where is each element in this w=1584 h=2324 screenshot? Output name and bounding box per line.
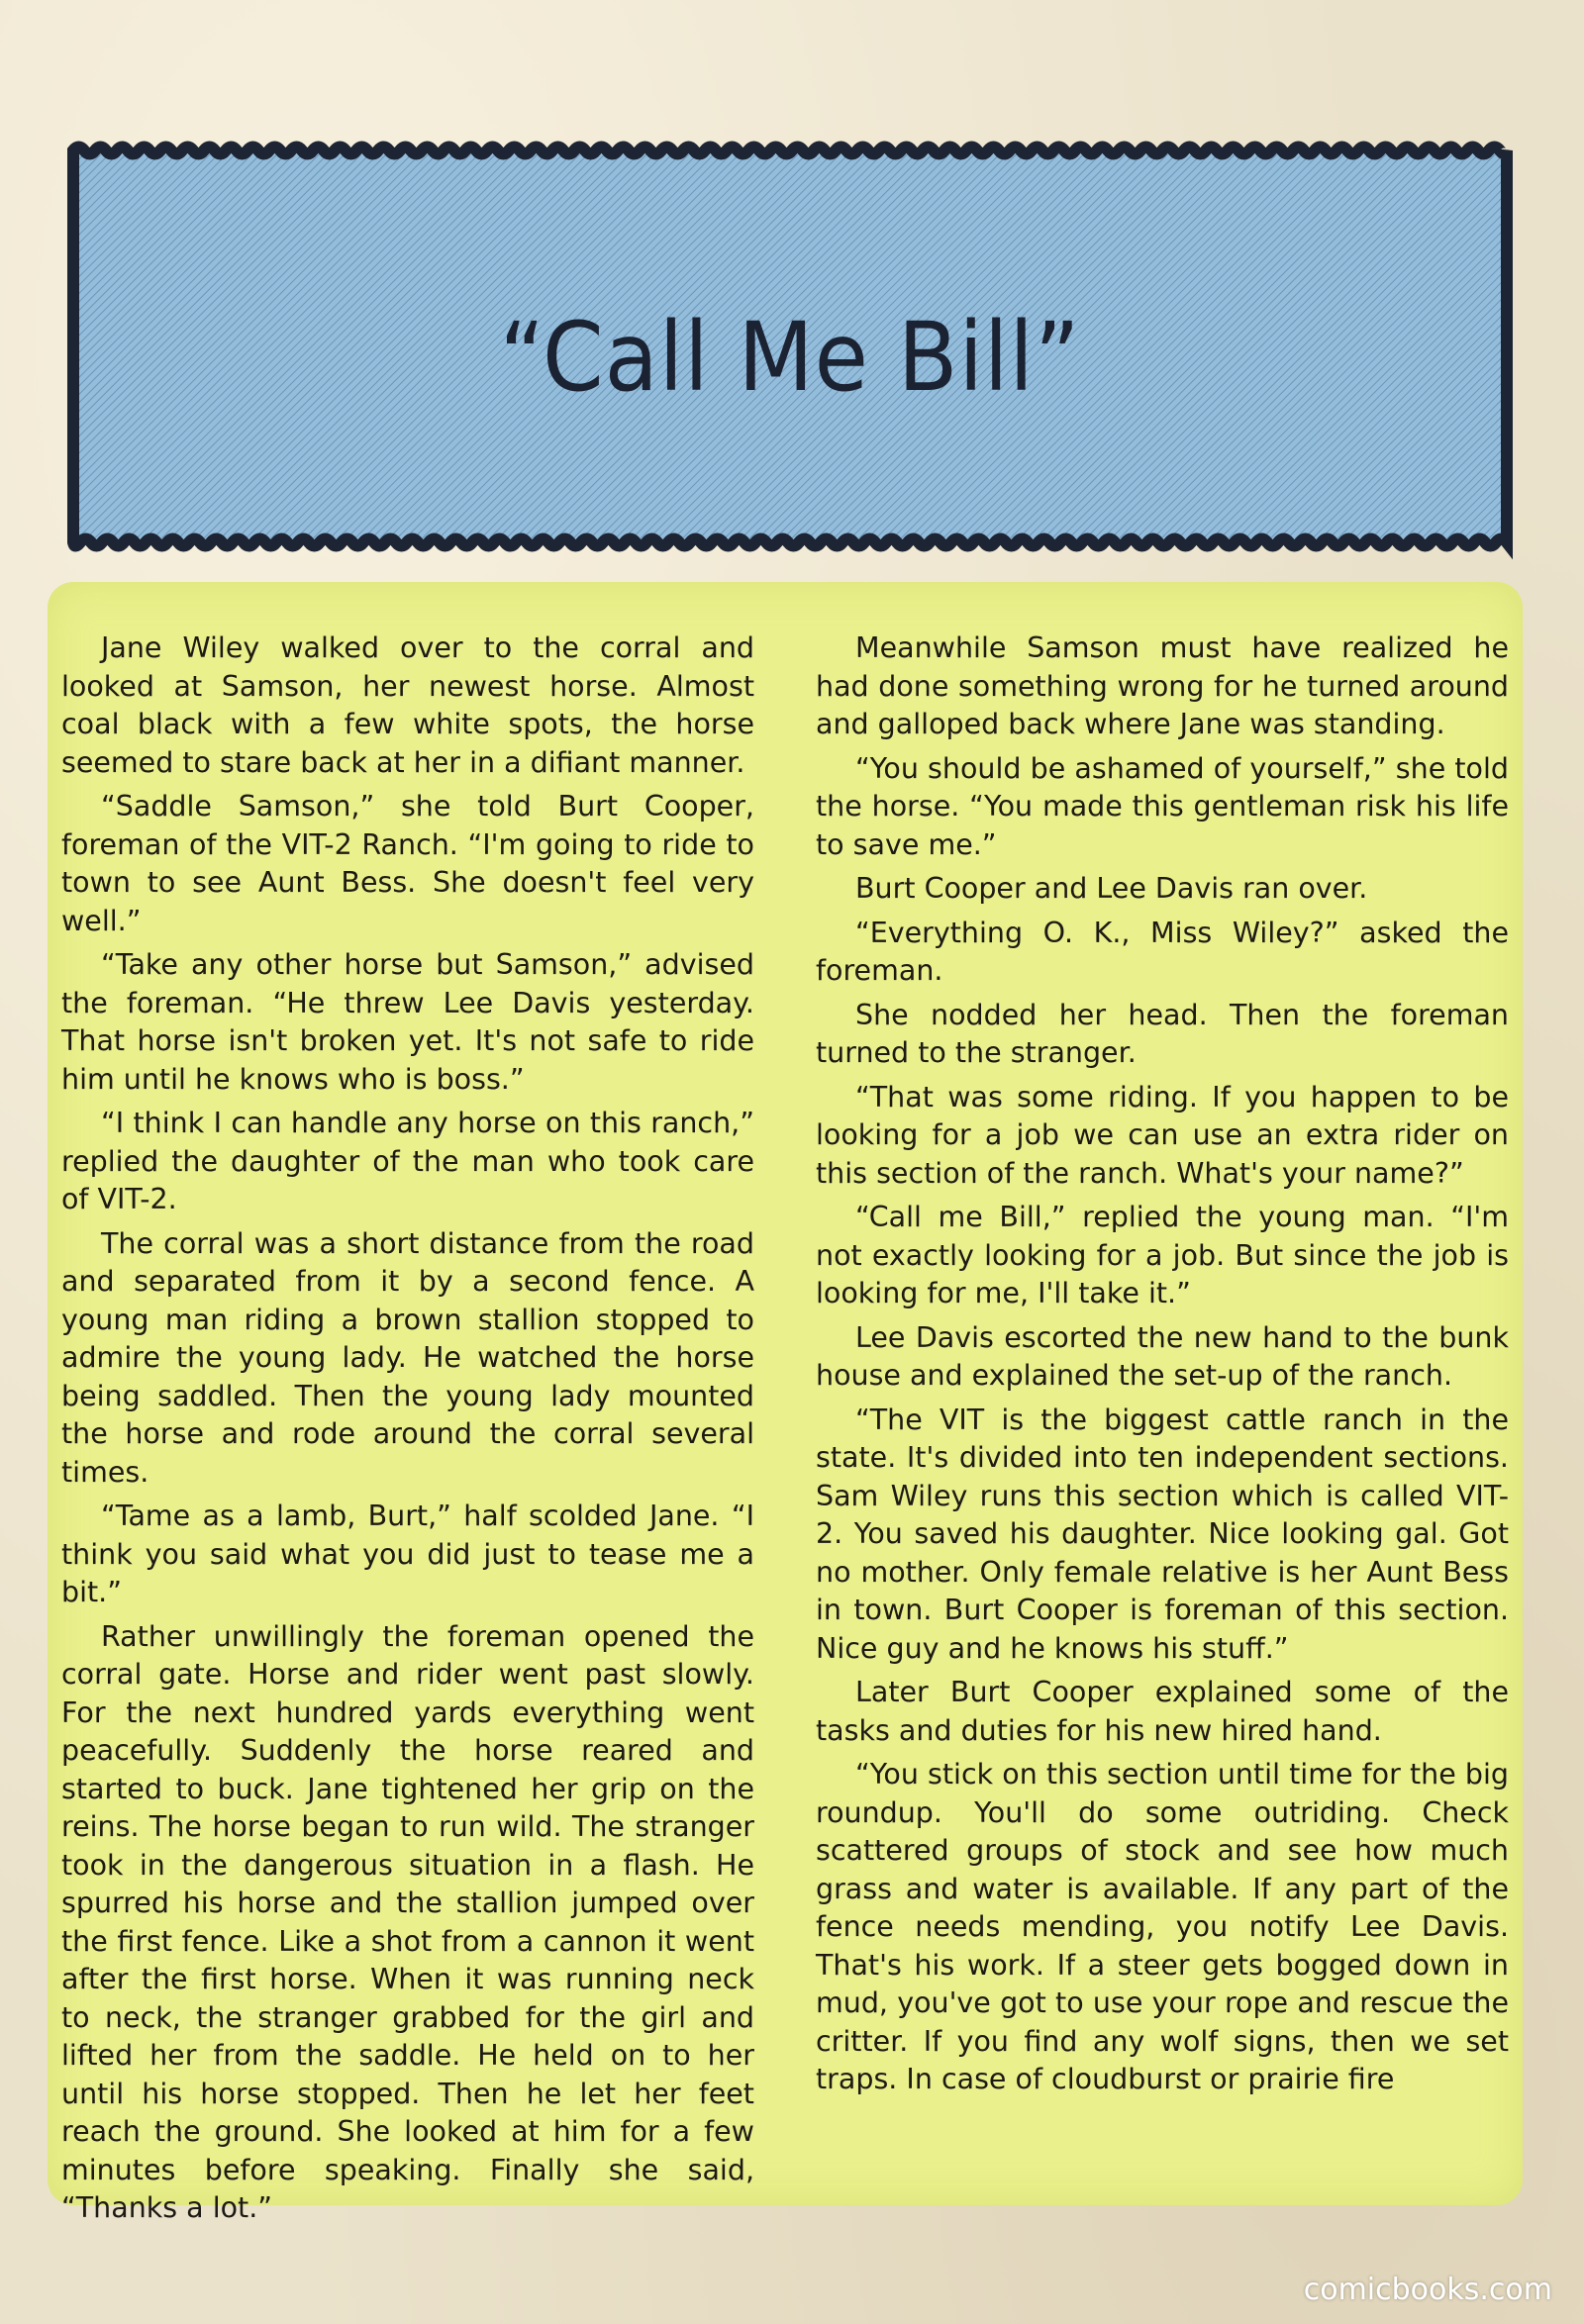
story-paragraph: She nodded her head. Then the foreman turned to the stranger. [816, 998, 1509, 1069]
story-paragraph: “The VIT is the biggest cattle ranch in the state. It's divided into ten independent sections. Sam Wiley runs this section which is called VIT-2. You saved his daughter. Nice looking gal. Got no mother. Only female relative is her Aunt Bess in town. Burt Cooper is foreman of this section. Nice guy and he knows his stuff.” [816, 1403, 1509, 1665]
story-paragraph: “I think I can handle any horse on this ranch,” replied the daughter of the man who took care of VIT-2. [61, 1107, 754, 1215]
story-paragraph: Burt Cooper and Lee Davis ran over. [855, 872, 1368, 905]
title-banner [67, 137, 1513, 562]
right-column [816, 629, 1509, 2193]
story-paragraph: Meanwhile Samson must have realized he had done something wrong for he turned around and galloped back where Jane was standing. [816, 631, 1509, 740]
story-paragraph: “Tame as a lamb, Burt,” half scolded Jane. “I think you said what you did just to tease me a bit.” [61, 1500, 754, 1608]
story-paragraph: The corral was a short distance from the road and separated from it by a second fence. A young man riding a brown stallion stopped to admire the young lady. He watched the horse being saddled. Then the young lady mounted the horse and rode around the corral several times. [61, 1226, 754, 1489]
story-paragraph: “Call me Bill,” replied the young man. “I'm not exactly looking for a job. But since the job is looking for me, I'll take it.” [816, 1201, 1509, 1309]
story-paragraph: Lee Davis escorted the new hand to the bunk house and explained the set-up of the ranch. [816, 1320, 1509, 1392]
story-paragraph: “Saddle Samson,” she told Burt Cooper, foreman of the VIT-2 Ranch. “I'm going to ride to town to see Aunt Bess. She doesn't feel very well.” [61, 790, 754, 937]
story-title: “Call Me Bill” [499, 302, 1081, 413]
story-paragraph: “You should be ashamed of yourself,” she told the horse. “You made this gentleman risk his life to save me.” [816, 751, 1509, 861]
story-paragraph: “Take any other horse but Samson,” advised the foreman. “He threw Lee Davis yesterday. That horse isn't broken yet. It's not safe to ride him until he knows who is boss.” [61, 948, 754, 1096]
story-paragraph: Rather unwillingly the foreman opened the corral gate. Horse and rider went past slowly. For the next hundred yards everything went peacefully. Suddenly the horse reared and started to buck. Jane tightened her grip on the reins. The horse began to run wild. The stranger took in the dangerous situation in a flash. He spurred his horse and the stallion jumped over the first fence. Like a shot from a cannon it went after the first horse. When it was running neck to neck, the stranger grabbed for the girl and lifted her from the saddle. He held on to her until his horse stopped. Then he let her feet reach the ground. She looked at him for a few minutes before speaking. Finally she said, “Thanks a lot.” [61, 1619, 754, 2224]
story-paragraph: “That was some riding. If you happen to be looking for a job we can use an extra rider on this section of the ranch. What's your name?” [816, 1080, 1509, 1190]
left-column [61, 629, 754, 2224]
story-paragraph: Jane Wiley walked over to the corral and looked at Samson, her newest horse. Almost coal black with a few white spots, the horse seemed to stare back at her in a difiant manner. [61, 631, 754, 779]
story-paragraph: “You stick on this section until time for the big roundup. You'll do some outriding. Check scattered groups of stock and see how much grass and water is available. If any part of the fence needs mending, you notify Lee Davis. That's his work. If a steer gets bogged down in mud, you've got to use your rope and rescue the critter. If you find any wolf signs, then we set traps. In case of cloudburst or prairie fire [816, 1758, 1509, 2095]
watermark: comicbooks.com [1303, 2273, 1552, 2307]
story-paragraph: “Everything O. K., Miss Wiley?” asked the foreman. [816, 916, 1509, 987]
story-paragraph: Later Burt Cooper explained some of the tasks and duties for his new hired hand. [816, 1676, 1509, 1747]
